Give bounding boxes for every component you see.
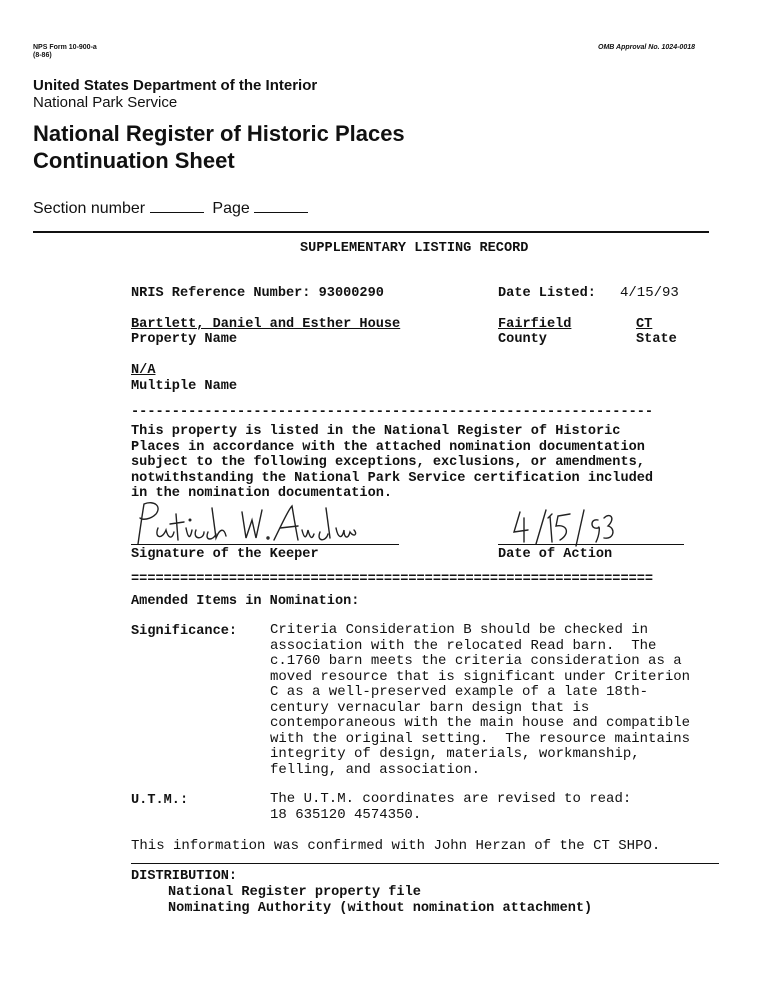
section-number-label: Section number [33, 200, 146, 217]
multiple-name-value: N/A [131, 363, 156, 378]
agency-name: National Park Service [33, 94, 178, 111]
distribution-rule [131, 863, 719, 864]
dashed-rule: ---------------------------------------------------------------- [131, 405, 654, 420]
amended-heading: Amended Items in Nomination: [131, 594, 360, 609]
section-page-line [33, 200, 308, 218]
page-number-blank [254, 200, 308, 213]
county-value: Fairfield [498, 317, 572, 332]
property-name-value: Bartlett, Daniel and Esther House [131, 317, 401, 332]
distribution-item: National Register property file [168, 885, 421, 900]
utm-text: The U.T.M. coordinates are revised to read: 18 635120 4574350. [270, 791, 632, 823]
state-label: State [636, 332, 677, 347]
double-rule: ================================================================ [131, 573, 654, 586]
confirmation-note: This information was confirmed with John Herzan of the CT SHPO. [131, 838, 661, 854]
state-value: CT [636, 317, 653, 332]
multiple-name-label: Multiple Name [131, 379, 238, 394]
header-rule [33, 231, 709, 233]
record-heading: SUPPLEMENTARY LISTING RECORD [300, 241, 529, 256]
distribution-item: Nominating Authority (without nomination attachment) [168, 901, 593, 916]
document-subtitle: Continuation Sheet [33, 148, 235, 173]
nris-reference: NRIS Reference Number: 93000290 [131, 286, 384, 301]
significance-text: Criteria Consideration B should be checked in association with the relocated Read barn. The c.1760 barn meets the criteria consideration as a moved resource that is significant under Criterion C as a well-preserved example of a late 18th- century vernacular barn design that is contemporaneous with the main house and compatible with the original setting. The resource maintains integrity of design, materials, workmanship, felling, and association. [270, 622, 691, 778]
date-of-action-line [498, 544, 684, 545]
keeper-signature [132, 498, 362, 548]
page-label: Page [212, 200, 250, 217]
significance-label: Significance: [131, 624, 238, 639]
date-of-action-label: Date of Action [498, 547, 613, 562]
statement-line: subject to the following exceptions, exclusions, or amendments, [131, 455, 645, 470]
signature-label: Signature of the Keeper [131, 547, 319, 562]
statement-line: notwithstanding the National Park Service certification included [131, 470, 654, 486]
department-name: United States Department of the Interior [33, 77, 318, 94]
date-listed-value: 4/15/93 [620, 285, 679, 301]
property-name-label: Property Name [131, 332, 238, 347]
omb-approval: OMB Approval No. 1024-0018 [598, 44, 695, 51]
section-number-blank [150, 200, 204, 213]
utm-label: U.T.M.: [131, 793, 189, 808]
statement-line: This property is listed in the National Register of Historic [131, 424, 621, 439]
form-number: NPS Form 10-900-a (8-86) [33, 44, 97, 59]
distribution-heading: DISTRIBUTION: [131, 869, 238, 884]
document-title: National Register of Historic Places [33, 121, 405, 146]
statement-line: Places in accordance with the attached nomination documentation [131, 439, 645, 455]
date-listed-label: Date Listed: [498, 286, 596, 301]
action-date-handwritten [510, 508, 620, 548]
county-label: County [498, 332, 547, 347]
statement-line: in the nomination documentation. [131, 486, 393, 501]
signature-line [131, 544, 399, 545]
